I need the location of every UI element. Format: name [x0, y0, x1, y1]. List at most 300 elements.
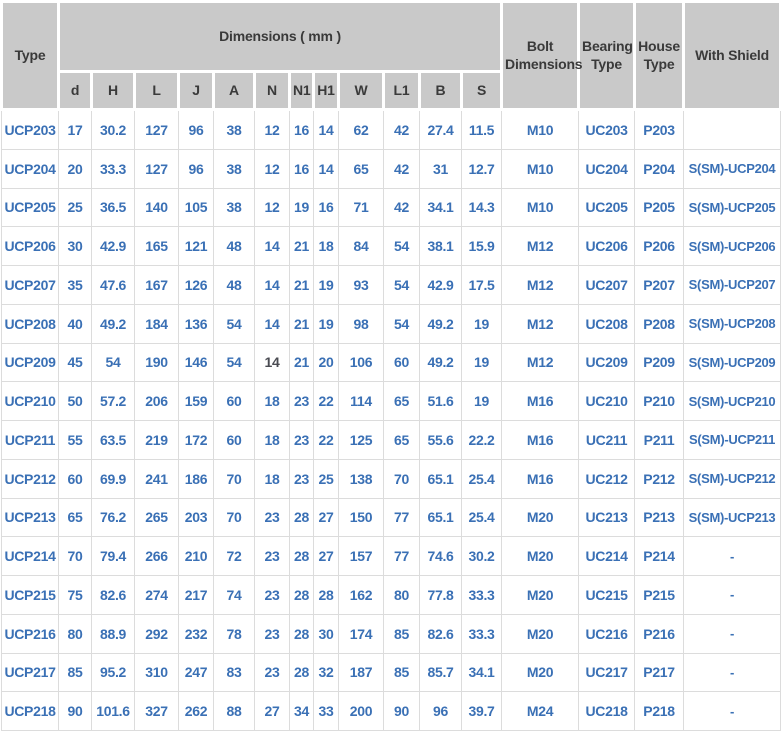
cell-S: 11.5: [462, 110, 502, 150]
cell-A: 60: [214, 421, 255, 460]
cell-J: 186: [179, 459, 214, 498]
cell-W: 174: [339, 614, 384, 653]
cell-type: UCP213: [2, 498, 59, 537]
cell-W: 157: [339, 537, 384, 576]
cell-H: 36.5: [92, 188, 135, 227]
cell-bolt: M24: [502, 692, 579, 731]
cell-shield: S(SM)-UCP213: [684, 498, 781, 537]
cell-J: 136: [179, 304, 214, 343]
cell-house: P205: [635, 188, 684, 227]
table-row: [2, 537, 781, 576]
cell-J: 210: [179, 537, 214, 576]
table-body: [2, 110, 781, 731]
cell-house: P213: [635, 498, 684, 537]
col-header-d: d: [59, 71, 92, 109]
cell-N: 27: [255, 692, 290, 731]
cell-N1: 21: [290, 304, 314, 343]
cell-H: 69.9: [92, 459, 135, 498]
cell-shield: S(SM)-UCP210: [684, 382, 781, 421]
cell-shield: S(SM)-UCP208: [684, 304, 781, 343]
cell-N1: 21: [290, 343, 314, 382]
cell-L1: 42: [384, 110, 420, 150]
cell-B: 65.1: [420, 498, 462, 537]
cell-type: UCP203: [2, 110, 59, 150]
cell-J: 96: [179, 149, 214, 188]
cell-L1: 54: [384, 227, 420, 266]
cell-L: 127: [135, 149, 179, 188]
cell-L: 190: [135, 343, 179, 382]
cell-L: 292: [135, 614, 179, 653]
cell-bolt: M20: [502, 653, 579, 692]
cell-H1: 30: [314, 614, 339, 653]
table-row: [2, 188, 781, 227]
cell-L1: 77: [384, 537, 420, 576]
cell-B: 82.6: [420, 614, 462, 653]
cell-bolt: M20: [502, 498, 579, 537]
cell-H: 57.2: [92, 382, 135, 421]
cell-S: 34.1: [462, 653, 502, 692]
cell-H: 95.2: [92, 653, 135, 692]
cell-bearing: UC212: [579, 459, 635, 498]
cell-house: P217: [635, 653, 684, 692]
cell-H1: 14: [314, 110, 339, 150]
cell-N1: 21: [290, 266, 314, 305]
cell-N1: 28: [290, 614, 314, 653]
cell-house: P218: [635, 692, 684, 731]
cell-d: 30: [59, 227, 92, 266]
cell-A: 48: [214, 266, 255, 305]
cell-N: 14: [255, 266, 290, 305]
cell-N1: 21: [290, 227, 314, 266]
cell-S: 33.3: [462, 614, 502, 653]
cell-bearing: UC215: [579, 576, 635, 615]
cell-J: 146: [179, 343, 214, 382]
cell-L: 140: [135, 188, 179, 227]
cell-N1: 34: [290, 692, 314, 731]
cell-A: 38: [214, 110, 255, 150]
cell-type: UCP209: [2, 343, 59, 382]
table-row: [2, 692, 781, 731]
header-dimensions: Dimensions ( mm ): [59, 2, 502, 72]
header-type: Type: [2, 2, 59, 110]
cell-B: 85.7: [420, 653, 462, 692]
cell-L: 327: [135, 692, 179, 731]
cell-B: 96: [420, 692, 462, 731]
cell-W: 106: [339, 343, 384, 382]
cell-H: 54: [92, 343, 135, 382]
cell-W: 138: [339, 459, 384, 498]
cell-L: 206: [135, 382, 179, 421]
cell-d: 25: [59, 188, 92, 227]
cell-d: 45: [59, 343, 92, 382]
table-row: [2, 576, 781, 615]
cell-N: 23: [255, 576, 290, 615]
cell-type: UCP214: [2, 537, 59, 576]
cell-H: 82.6: [92, 576, 135, 615]
table-row: [2, 343, 781, 382]
cell-L1: 77: [384, 498, 420, 537]
cell-N1: 19: [290, 188, 314, 227]
cell-house: P209: [635, 343, 684, 382]
cell-W: 71: [339, 188, 384, 227]
cell-type: UCP218: [2, 692, 59, 731]
cell-bearing: UC206: [579, 227, 635, 266]
cell-bolt: M12: [502, 343, 579, 382]
cell-W: 200: [339, 692, 384, 731]
cell-bolt: M12: [502, 304, 579, 343]
table-row: [2, 110, 781, 150]
cell-S: 30.2: [462, 537, 502, 576]
cell-W: 125: [339, 421, 384, 460]
cell-L1: 65: [384, 382, 420, 421]
cell-house: P208: [635, 304, 684, 343]
cell-S: 19: [462, 382, 502, 421]
cell-B: 49.2: [420, 343, 462, 382]
cell-house: P215: [635, 576, 684, 615]
cell-bearing: UC211: [579, 421, 635, 460]
cell-shield: -: [684, 653, 781, 692]
cell-d: 55: [59, 421, 92, 460]
cell-L1: 54: [384, 266, 420, 305]
cell-S: 12.7: [462, 149, 502, 188]
cell-A: 88: [214, 692, 255, 731]
cell-L: 241: [135, 459, 179, 498]
cell-bolt: M16: [502, 459, 579, 498]
cell-bolt: M20: [502, 576, 579, 615]
cell-J: 247: [179, 653, 214, 692]
col-header-L: L: [135, 71, 179, 109]
cell-J: 262: [179, 692, 214, 731]
cell-S: 39.7: [462, 692, 502, 731]
cell-B: 55.6: [420, 421, 462, 460]
cell-bearing: UC203: [579, 110, 635, 150]
cell-H1: 27: [314, 498, 339, 537]
table-header: [2, 2, 781, 110]
cell-d: 75: [59, 576, 92, 615]
cell-H: 101.6: [92, 692, 135, 731]
cell-N1: 23: [290, 382, 314, 421]
cell-J: 232: [179, 614, 214, 653]
cell-L1: 80: [384, 576, 420, 615]
cell-N1: 23: [290, 421, 314, 460]
cell-type: UCP207: [2, 266, 59, 305]
cell-bearing: UC218: [579, 692, 635, 731]
cell-J: 126: [179, 266, 214, 305]
cell-type: UCP215: [2, 576, 59, 615]
table-row: [2, 459, 781, 498]
table-row: [2, 382, 781, 421]
cell-A: 48: [214, 227, 255, 266]
cell-bearing: UC204: [579, 149, 635, 188]
cell-house: P210: [635, 382, 684, 421]
cell-H: 49.2: [92, 304, 135, 343]
cell-B: 34.1: [420, 188, 462, 227]
cell-shield: S(SM)-UCP205: [684, 188, 781, 227]
cell-N: 14: [255, 343, 290, 382]
header-house-type: House Type: [635, 2, 684, 110]
cell-d: 17: [59, 110, 92, 150]
cell-N1: 16: [290, 110, 314, 150]
cell-bolt: M12: [502, 266, 579, 305]
cell-bearing: UC207: [579, 266, 635, 305]
cell-N: 23: [255, 498, 290, 537]
cell-L1: 90: [384, 692, 420, 731]
cell-L: 165: [135, 227, 179, 266]
cell-house: P214: [635, 537, 684, 576]
col-header-J: J: [179, 71, 214, 109]
cell-L: 167: [135, 266, 179, 305]
cell-bolt: M12: [502, 227, 579, 266]
cell-N: 18: [255, 421, 290, 460]
cell-bolt: M20: [502, 614, 579, 653]
cell-B: 51.6: [420, 382, 462, 421]
cell-house: P211: [635, 421, 684, 460]
cell-N1: 28: [290, 537, 314, 576]
cell-bolt: M16: [502, 382, 579, 421]
cell-H1: 16: [314, 188, 339, 227]
cell-L1: 42: [384, 149, 420, 188]
cell-house: P216: [635, 614, 684, 653]
cell-shield: S(SM)-UCP211: [684, 421, 781, 460]
cell-W: 93: [339, 266, 384, 305]
cell-shield: S(SM)-UCP209: [684, 343, 781, 382]
cell-d: 70: [59, 537, 92, 576]
cell-H1: 22: [314, 382, 339, 421]
table-row: [2, 653, 781, 692]
cell-house: P212: [635, 459, 684, 498]
cell-N1: 28: [290, 653, 314, 692]
cell-house: P206: [635, 227, 684, 266]
cell-W: 84: [339, 227, 384, 266]
cell-A: 83: [214, 653, 255, 692]
cell-J: 96: [179, 110, 214, 150]
cell-L: 274: [135, 576, 179, 615]
header-bolt-dimensions: Bolt Dimensions: [502, 2, 579, 110]
cell-A: 78: [214, 614, 255, 653]
cell-N1: 23: [290, 459, 314, 498]
cell-H: 30.2: [92, 110, 135, 150]
cell-d: 85: [59, 653, 92, 692]
cell-shield: S(SM)-UCP206: [684, 227, 781, 266]
cell-d: 65: [59, 498, 92, 537]
cell-B: 27.4: [420, 110, 462, 150]
cell-N: 14: [255, 227, 290, 266]
cell-shield: [684, 110, 781, 150]
cell-L: 184: [135, 304, 179, 343]
cell-d: 80: [59, 614, 92, 653]
cell-H: 42.9: [92, 227, 135, 266]
cell-house: P207: [635, 266, 684, 305]
cell-bolt: M16: [502, 421, 579, 460]
cell-bearing: UC210: [579, 382, 635, 421]
cell-bolt: M20: [502, 537, 579, 576]
cell-H1: 27: [314, 537, 339, 576]
cell-H: 76.2: [92, 498, 135, 537]
cell-d: 20: [59, 149, 92, 188]
cell-L: 266: [135, 537, 179, 576]
cell-J: 203: [179, 498, 214, 537]
cell-shield: -: [684, 576, 781, 615]
cell-H: 79.4: [92, 537, 135, 576]
cell-B: 49.2: [420, 304, 462, 343]
cell-H: 33.3: [92, 149, 135, 188]
col-header-A: A: [214, 71, 255, 109]
cell-bolt: M10: [502, 188, 579, 227]
cell-bearing: UC217: [579, 653, 635, 692]
cell-L1: 85: [384, 653, 420, 692]
cell-S: 19: [462, 343, 502, 382]
cell-S: 33.3: [462, 576, 502, 615]
cell-H1: 28: [314, 576, 339, 615]
cell-N: 18: [255, 459, 290, 498]
cell-type: UCP208: [2, 304, 59, 343]
cell-N: 23: [255, 653, 290, 692]
cell-N1: 28: [290, 498, 314, 537]
table-row: [2, 304, 781, 343]
cell-type: UCP204: [2, 149, 59, 188]
cell-B: 65.1: [420, 459, 462, 498]
cell-N: 12: [255, 188, 290, 227]
cell-N: 18: [255, 382, 290, 421]
cell-bearing: UC208: [579, 304, 635, 343]
cell-H1: 14: [314, 149, 339, 188]
cell-type: UCP211: [2, 421, 59, 460]
cell-house: P203: [635, 110, 684, 150]
cell-H1: 32: [314, 653, 339, 692]
table-row: [2, 498, 781, 537]
cell-type: UCP205: [2, 188, 59, 227]
cell-B: 42.9: [420, 266, 462, 305]
col-header-S: S: [462, 71, 502, 109]
col-header-H: H: [92, 71, 135, 109]
col-header-H1: H1: [314, 71, 339, 109]
cell-N1: 16: [290, 149, 314, 188]
cell-H1: 33: [314, 692, 339, 731]
cell-L1: 65: [384, 421, 420, 460]
table-row: [2, 266, 781, 305]
cell-d: 50: [59, 382, 92, 421]
cell-d: 40: [59, 304, 92, 343]
cell-N: 12: [255, 149, 290, 188]
cell-L: 265: [135, 498, 179, 537]
cell-N1: 28: [290, 576, 314, 615]
col-header-B: B: [420, 71, 462, 109]
cell-L: 219: [135, 421, 179, 460]
table-row: [2, 227, 781, 266]
cell-bearing: UC216: [579, 614, 635, 653]
cell-shield: S(SM)-UCP207: [684, 266, 781, 305]
cell-A: 60: [214, 382, 255, 421]
cell-B: 31: [420, 149, 462, 188]
cell-house: P204: [635, 149, 684, 188]
cell-type: UCP216: [2, 614, 59, 653]
cell-S: 25.4: [462, 459, 502, 498]
col-header-N: N: [255, 71, 290, 109]
cell-H1: 22: [314, 421, 339, 460]
cell-shield: S(SM)-UCP212: [684, 459, 781, 498]
cell-S: 15.9: [462, 227, 502, 266]
cell-J: 172: [179, 421, 214, 460]
cell-shield: -: [684, 692, 781, 731]
cell-H1: 19: [314, 304, 339, 343]
cell-H: 47.6: [92, 266, 135, 305]
cell-A: 72: [214, 537, 255, 576]
cell-L1: 54: [384, 304, 420, 343]
cell-type: UCP217: [2, 653, 59, 692]
cell-A: 38: [214, 188, 255, 227]
cell-d: 60: [59, 459, 92, 498]
cell-W: 114: [339, 382, 384, 421]
cell-H: 88.9: [92, 614, 135, 653]
cell-N: 23: [255, 614, 290, 653]
cell-H1: 18: [314, 227, 339, 266]
cell-H1: 19: [314, 266, 339, 305]
cell-L1: 70: [384, 459, 420, 498]
cell-W: 65: [339, 149, 384, 188]
cell-J: 105: [179, 188, 214, 227]
table-row: [2, 149, 781, 188]
header-with-shield: With Shield: [684, 2, 781, 110]
cell-bolt: M10: [502, 149, 579, 188]
cell-B: 77.8: [420, 576, 462, 615]
cell-W: 62: [339, 110, 384, 150]
cell-d: 90: [59, 692, 92, 731]
cell-bolt: M10: [502, 110, 579, 150]
table-row: [2, 421, 781, 460]
cell-J: 121: [179, 227, 214, 266]
cell-shield: S(SM)-UCP204: [684, 149, 781, 188]
table-row: [2, 614, 781, 653]
cell-L1: 60: [384, 343, 420, 382]
cell-N: 12: [255, 110, 290, 150]
cell-H: 63.5: [92, 421, 135, 460]
cell-H1: 25: [314, 459, 339, 498]
header-bearing-type: Bearing Type: [579, 2, 635, 110]
cell-J: 159: [179, 382, 214, 421]
cell-bearing: UC213: [579, 498, 635, 537]
header-row-top: [2, 2, 781, 72]
cell-type: UCP206: [2, 227, 59, 266]
cell-N: 14: [255, 304, 290, 343]
cell-A: 38: [214, 149, 255, 188]
cell-A: 74: [214, 576, 255, 615]
col-header-W: W: [339, 71, 384, 109]
cell-B: 38.1: [420, 227, 462, 266]
cell-A: 54: [214, 343, 255, 382]
cell-W: 187: [339, 653, 384, 692]
cell-L1: 42: [384, 188, 420, 227]
col-header-N1: N1: [290, 71, 314, 109]
cell-W: 150: [339, 498, 384, 537]
cell-shield: -: [684, 537, 781, 576]
cell-shield: -: [684, 614, 781, 653]
cell-W: 98: [339, 304, 384, 343]
cell-bearing: UC214: [579, 537, 635, 576]
cell-type: UCP210: [2, 382, 59, 421]
cell-L: 310: [135, 653, 179, 692]
cell-L: 127: [135, 110, 179, 150]
cell-J: 217: [179, 576, 214, 615]
cell-H1: 20: [314, 343, 339, 382]
cell-S: 25.4: [462, 498, 502, 537]
cell-N: 23: [255, 537, 290, 576]
cell-d: 35: [59, 266, 92, 305]
cell-B: 74.6: [420, 537, 462, 576]
cell-bearing: UC205: [579, 188, 635, 227]
cell-A: 54: [214, 304, 255, 343]
cell-S: 22.2: [462, 421, 502, 460]
cell-A: 70: [214, 459, 255, 498]
